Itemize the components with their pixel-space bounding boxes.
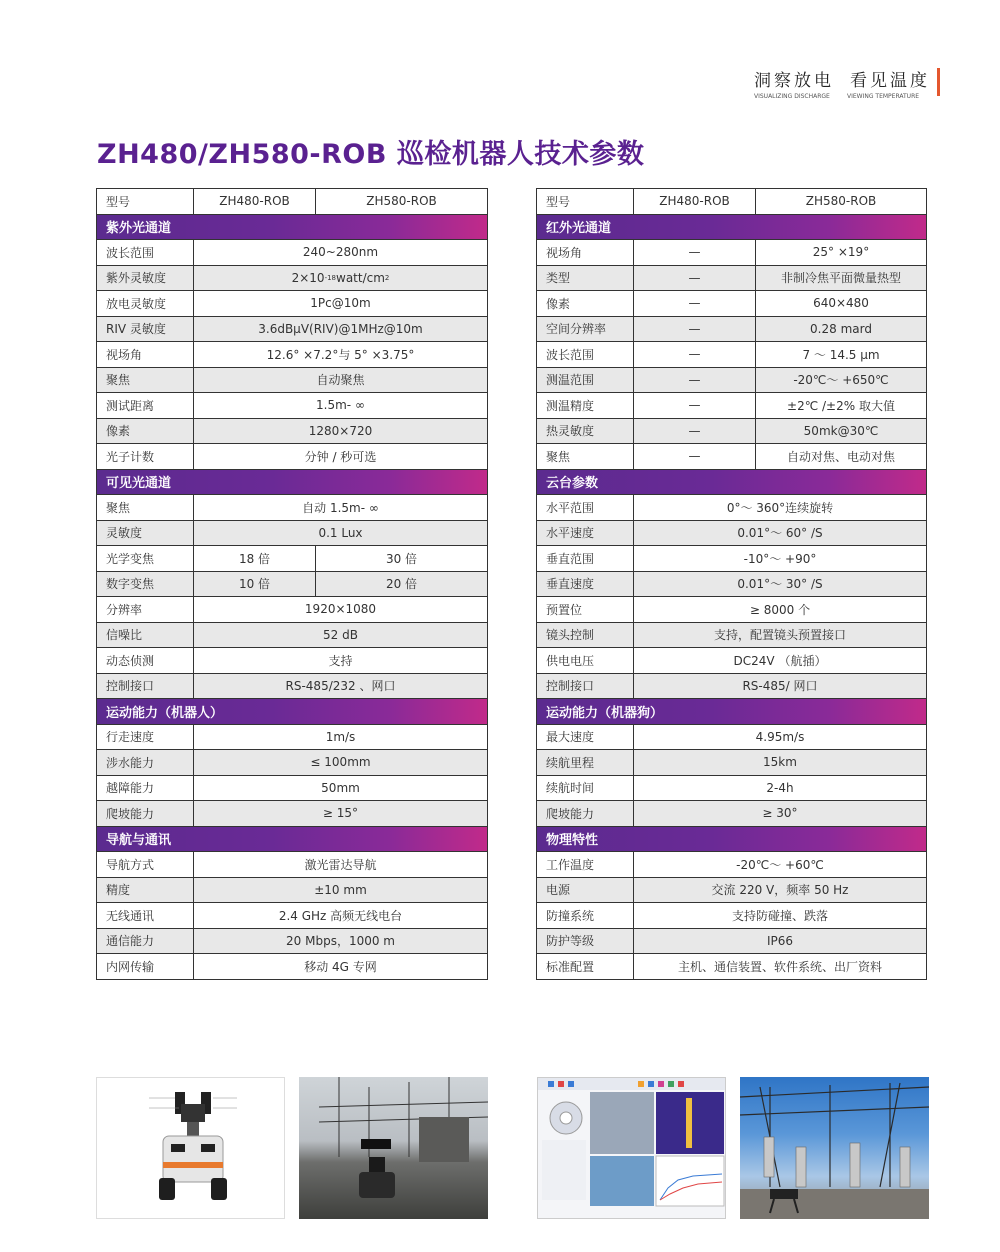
row-value-model-1: 18 倍 <box>194 546 316 571</box>
row-value: 支持防碰撞、跌落 <box>731 908 828 923</box>
row-value-model-2: -20℃～ +650℃ <box>793 373 889 388</box>
robot-diagram-photo <box>96 1077 285 1219</box>
row-value: DC24V （航插） <box>733 653 827 668</box>
table-row <box>97 495 487 521</box>
row-value: 0°～ 360°连续旋转 <box>726 500 834 515</box>
table-row <box>537 878 926 904</box>
row-value: 1920×1080 <box>304 602 377 617</box>
table-row <box>97 623 487 649</box>
row-label: 光子计数 <box>97 444 194 469</box>
row-value-model-1: — <box>634 291 756 316</box>
tagline-en-left: VISUALIZING DISCHARGE <box>754 93 830 100</box>
table-row <box>537 674 926 700</box>
table-row <box>537 623 926 649</box>
row-label: 供电电压 <box>537 648 634 673</box>
row-value: 12.6° ×7.2°与 5° ×3.75° <box>266 347 415 362</box>
table-row <box>537 903 926 929</box>
table-row <box>537 266 926 292</box>
row-label: 越障能力 <box>97 776 194 801</box>
row-label: 数字变焦 <box>97 572 194 597</box>
row-value: 1.5m- ∞ <box>316 398 365 413</box>
row-value <box>194 266 487 291</box>
table-row <box>537 852 926 878</box>
table-row <box>537 291 926 317</box>
table-row <box>97 291 487 317</box>
row-value-model-2: ±2℃ /±2% 取大值 <box>787 398 895 413</box>
row-label: 防撞系统 <box>537 903 634 928</box>
table-row <box>97 954 487 980</box>
row-label: 放电灵敏度 <box>97 291 194 316</box>
row-value-model-1: — <box>634 368 756 393</box>
row-value: ≥ 15° <box>322 806 359 821</box>
row-value: 0.01°～ 60° /S <box>737 526 823 541</box>
row-label: 无线通讯 <box>97 903 194 928</box>
table-row <box>537 444 926 470</box>
row-label: 波长范围 <box>97 240 194 265</box>
row-value: ±10 mm <box>314 882 367 897</box>
tagline <box>754 66 930 100</box>
row-label: 水平速度 <box>537 521 634 546</box>
table-header-row <box>537 189 926 215</box>
section-header: 红外光通道 <box>537 215 926 241</box>
table-row <box>97 240 487 266</box>
row-label: 测试距离 <box>97 393 194 418</box>
table-row <box>97 546 487 572</box>
row-value: RS-485/ 网口 <box>742 679 818 694</box>
row-label: 电源 <box>537 878 634 903</box>
row-value: 支持，配置镜头预置接口 <box>713 628 846 643</box>
row-label: 信噪比 <box>97 623 194 648</box>
table-row <box>537 419 926 445</box>
tagline-en-right: VIEWING TEMPERATURE <box>847 93 920 100</box>
row-label: 动态侦测 <box>97 648 194 673</box>
table-row <box>537 801 926 827</box>
page-title: ZH480/ZH580-ROB 巡检机器人技术参数 <box>97 139 645 170</box>
row-value: 2.4 GHz 高频无线电台 <box>278 908 403 923</box>
row-value: 15km <box>763 755 797 770</box>
table-row <box>537 572 926 598</box>
table-row <box>97 648 487 674</box>
row-value-model-1: — <box>634 240 756 265</box>
table-row <box>537 495 926 521</box>
row-label: 垂直速度 <box>537 572 634 597</box>
row-label: 光学变焦 <box>97 546 194 571</box>
row-label: 视场角 <box>97 342 194 367</box>
table-header-row <box>97 189 487 215</box>
table-row <box>537 776 926 802</box>
row-label: RIV 灵敏度 <box>97 317 194 342</box>
row-label: 行走速度 <box>97 725 194 750</box>
table-row <box>97 572 487 598</box>
section-header: 云台参数 <box>537 470 926 496</box>
table-row <box>97 444 487 470</box>
tagline-cn-right: 看见温度 <box>850 71 930 91</box>
row-value-model-2: 7 ～ 14.5 μm <box>802 347 880 362</box>
table-row <box>97 852 487 878</box>
row-label: 像素 <box>97 419 194 444</box>
row-label: 工作温度 <box>537 852 634 877</box>
table-row <box>97 903 487 929</box>
robot-dog-substation-photo <box>740 1077 929 1219</box>
table-row <box>97 929 487 955</box>
row-value-model-1: — <box>634 342 756 367</box>
row-label: 爬坡能力 <box>537 801 634 826</box>
row-value: RS-485/232 、网口 <box>285 679 396 694</box>
table-row <box>97 342 487 368</box>
row-label: 防护等级 <box>537 929 634 954</box>
table-row <box>97 368 487 394</box>
tagline-en <box>754 93 930 100</box>
section-header: 物理特性 <box>537 827 926 853</box>
row-value-model-2: 0.28 mard <box>810 321 872 336</box>
row-label: 续航时间 <box>537 776 634 801</box>
row-value: ≤ 100mm <box>310 755 371 770</box>
row-value-model-1: — <box>634 393 756 418</box>
table-row <box>97 266 487 292</box>
table-row <box>537 648 926 674</box>
table-row <box>537 317 926 343</box>
header-model-1: ZH480-ROB <box>634 189 756 214</box>
header-model-1: ZH480-ROB <box>194 189 316 214</box>
row-value: 4.95m/s <box>755 729 805 744</box>
row-value: 50mm <box>321 780 360 795</box>
row-label: 涉水能力 <box>97 750 194 775</box>
table-row <box>537 546 926 572</box>
table-row <box>537 597 926 623</box>
row-label: 测温范围 <box>537 368 634 393</box>
section-header: 运动能力（机器人） <box>97 699 487 725</box>
row-value-model-1: 10 倍 <box>194 572 316 597</box>
header-model-2: ZH580-ROB <box>756 189 926 214</box>
row-label: 控制接口 <box>537 674 634 699</box>
table-row <box>537 240 926 266</box>
row-label: 镜头控制 <box>537 623 634 648</box>
row-label: 续航里程 <box>537 750 634 775</box>
row-label: 聚焦 <box>537 444 634 469</box>
row-value: 移动 4G 专网 <box>304 959 377 974</box>
row-label: 控制接口 <box>97 674 194 699</box>
row-value: 主机、通信装置、软件系统、出厂资料 <box>677 959 882 974</box>
table-row <box>537 954 926 980</box>
header-label: 型号 <box>537 189 634 214</box>
row-value: IP66 <box>766 933 794 948</box>
table-row <box>97 776 487 802</box>
row-label: 垂直范围 <box>537 546 634 571</box>
row-value-unit-exponent: 2 <box>384 273 390 282</box>
row-value: 1m/s <box>325 729 356 744</box>
table-row <box>97 317 487 343</box>
table-row <box>97 878 487 904</box>
row-value-model-1: — <box>634 444 756 469</box>
table-row <box>537 368 926 394</box>
section-header: 运动能力（机器狗） <box>537 699 926 725</box>
table-row <box>97 393 487 419</box>
row-value-model-2: 20 倍 <box>385 577 418 592</box>
table-row <box>537 750 926 776</box>
row-label: 测温精度 <box>537 393 634 418</box>
row-value-model-2: 30 倍 <box>385 551 418 566</box>
table-row <box>97 801 487 827</box>
row-label: 标准配置 <box>537 954 634 979</box>
row-value: 2-4h <box>766 780 794 795</box>
table-row <box>97 521 487 547</box>
row-value-model-2: 自动对焦、电动对焦 <box>786 449 895 464</box>
row-label: 爬坡能力 <box>97 801 194 826</box>
table-row <box>97 597 487 623</box>
row-label: 灵敏度 <box>97 521 194 546</box>
row-label: 类型 <box>537 266 634 291</box>
header-label: 型号 <box>97 189 194 214</box>
row-label: 内网传输 <box>97 954 194 979</box>
row-value: 1280×720 <box>308 423 373 438</box>
row-value: ≥ 8000 个 <box>749 602 811 617</box>
table-row <box>537 393 926 419</box>
row-label: 聚焦 <box>97 368 194 393</box>
row-value: 20 Mbps，1000 m <box>286 934 395 949</box>
row-value: -10°～ +90° <box>743 551 817 566</box>
row-label: 导航方式 <box>97 852 194 877</box>
row-value: 激光雷达导航 <box>304 857 377 872</box>
row-value-model-2: 非制冷焦平面微量热型 <box>780 271 901 286</box>
row-label: 空间分辨率 <box>537 317 634 342</box>
row-label: 热灵敏度 <box>537 419 634 444</box>
row-label: 波长范围 <box>537 342 634 367</box>
row-label: 最大速度 <box>537 725 634 750</box>
row-label: 紫外灵敏度 <box>97 266 194 291</box>
tagline-cn-left: 洞察放电 <box>754 71 834 91</box>
table-row <box>537 725 926 751</box>
row-label: 像素 <box>537 291 634 316</box>
row-value-exponent: -18 <box>324 273 336 282</box>
row-value: 自动聚焦 <box>316 373 365 388</box>
header-model-2: ZH580-ROB <box>316 189 487 214</box>
row-label: 精度 <box>97 878 194 903</box>
row-value: 0.1 Lux <box>318 525 363 540</box>
table-row <box>97 419 487 445</box>
tagline-accent-bar <box>937 68 940 96</box>
table-row <box>97 674 487 700</box>
row-value-model-2: 25° ×19° <box>812 245 870 260</box>
row-value: ≥ 30° <box>762 806 798 821</box>
row-value-model-2: 50mk@30℃ <box>803 423 879 438</box>
row-value-base: 2×10 <box>291 270 325 285</box>
spec-table-left <box>96 188 488 980</box>
row-label: 通信能力 <box>97 929 194 954</box>
row-value: 支持 <box>328 653 353 668</box>
row-value-unit: watt/cm <box>336 270 385 285</box>
section-header: 导航与通讯 <box>97 827 487 853</box>
spec-table-right <box>536 188 927 980</box>
row-value: 0.01°～ 30° /S <box>737 577 823 592</box>
row-label: 聚焦 <box>97 495 194 520</box>
table-row <box>537 929 926 955</box>
row-value: 1Pc@10m <box>310 296 371 311</box>
row-label: 预置位 <box>537 597 634 622</box>
section-header: 可见光通道 <box>97 470 487 496</box>
table-row <box>537 521 926 547</box>
row-label: 分辨率 <box>97 597 194 622</box>
row-value-model-1: — <box>634 266 756 291</box>
section-header: 紫外光通道 <box>97 215 487 241</box>
table-row <box>537 342 926 368</box>
row-value: 交流 220 V，频率 50 Hz <box>711 883 849 898</box>
row-value: -20℃～ +60℃ <box>736 857 824 872</box>
row-value: 52 dB <box>323 627 358 642</box>
row-value-model-2: 640×480 <box>813 296 869 311</box>
tagline-cn <box>754 66 930 91</box>
row-value: 分钟 / 秒可选 <box>304 449 377 464</box>
row-label: 水平范围 <box>537 495 634 520</box>
row-value-model-1: — <box>634 317 756 342</box>
robot-substation-photo <box>299 1077 488 1219</box>
row-value: 240~280nm <box>302 245 379 260</box>
software-screenshot-photo <box>537 1077 726 1219</box>
row-value: 自动 1.5m- ∞ <box>302 500 379 515</box>
table-row <box>97 750 487 776</box>
table-row <box>97 725 487 751</box>
row-value-model-1: — <box>634 419 756 444</box>
row-label: 视场角 <box>537 240 634 265</box>
row-value: 3.6dBμV(RIV)@1MHz@10m <box>258 321 423 336</box>
